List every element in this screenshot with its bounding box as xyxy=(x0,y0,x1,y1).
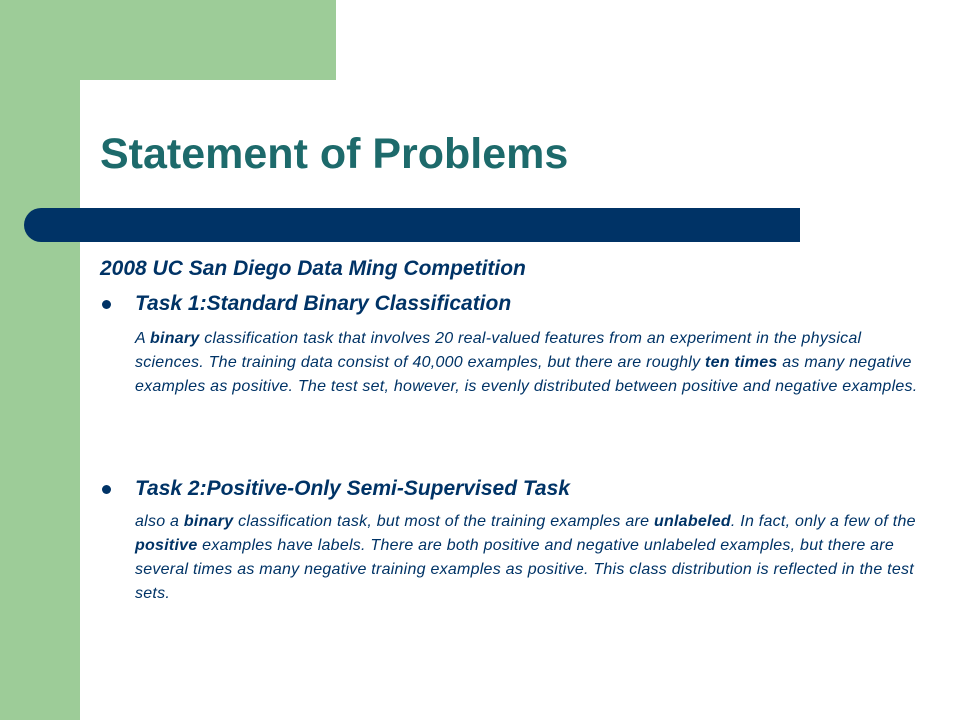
task-1-heading xyxy=(102,292,932,316)
text-run: A xyxy=(135,330,151,347)
title-underline-bar xyxy=(24,208,800,242)
task-2-heading xyxy=(102,477,932,501)
emphasis-positive: positive xyxy=(135,537,198,554)
task-2-title: Task 2:Positive-Only Semi-Supervised Task xyxy=(135,477,570,500)
text-run: classification task, but most of the training examples are xyxy=(233,513,654,530)
text-run: classification task that involves 20 real-valued features from an experiment in the physical sciences. The training data consist of 40,000 examples, but there are roughly xyxy=(135,330,862,371)
text-run: examples have labels. There are both positive and negative unlabeled examples, but there are several times as many negative training examples as positive. This class distribution is reflected in the test sets. xyxy=(135,537,914,602)
task-2-description xyxy=(102,510,932,606)
emphasis-binary: binary xyxy=(183,513,234,530)
competition-subtitle: 2008 UC San Diego Data Ming Competition xyxy=(100,257,526,280)
task-2 xyxy=(102,477,932,606)
emphasis-ten-times: ten times xyxy=(705,354,778,371)
emphasis-unlabeled: unlabeled xyxy=(653,513,731,530)
green-side-strip xyxy=(0,0,80,720)
task-1-description xyxy=(102,327,932,399)
bullet-icon xyxy=(102,300,111,309)
emphasis-binary: binary xyxy=(150,330,200,347)
task-1 xyxy=(102,292,932,399)
text-run: also a xyxy=(135,513,184,530)
bullet-icon xyxy=(102,485,111,494)
task-1-title: Task 1:Standard Binary Classification xyxy=(135,292,512,315)
text-run: . In fact, only a few of the xyxy=(730,513,916,530)
text-run: as many negative examples as positive. The test set, however, is evenly distributed between positive and negative examples. xyxy=(135,354,918,395)
slide-title: Statement of Problems xyxy=(100,130,569,178)
green-top-tab xyxy=(0,0,336,80)
